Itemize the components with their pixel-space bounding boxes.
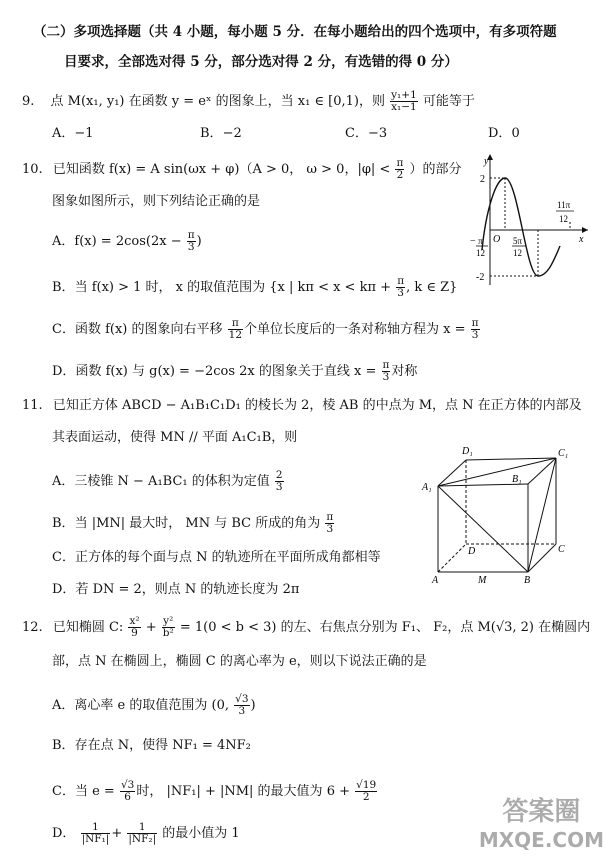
graph-ymin-label: -2 — [476, 272, 485, 283]
cube-edge-D1C1 — [466, 458, 556, 460]
q10-text: 已知函数 f(x) = A sin(ωx + φ)（A > 0， ω > 0，|φ| < — [52, 162, 391, 177]
cube-label-A1: A₁ — [422, 482, 432, 493]
q12-option-a: A．离心率 e 的取值范围为 (0, $\frac{√3}{3}$ ) — [52, 693, 256, 717]
question-10 — [22, 158, 462, 181]
q9-fraction — [390, 90, 418, 113]
question-11 — [22, 396, 582, 416]
cube-label-M: M — [478, 575, 487, 585]
q12-number: 12. — [22, 620, 43, 635]
graph-ymax-label: 2 — [480, 174, 485, 185]
cube-label-C1: C₁ — [558, 448, 569, 459]
q11-number: 11. — [22, 398, 43, 413]
cube-edge-AD — [438, 544, 466, 572]
q9-option-a: A．−1 — [52, 126, 94, 141]
cube-label-B: B — [524, 575, 531, 585]
graph-y-label: y — [484, 156, 489, 167]
cube-diag-C1B — [528, 458, 556, 572]
graph-t3-den: 12 — [559, 214, 568, 224]
question-9 — [22, 90, 475, 113]
graph-t1-den: 12 — [476, 248, 485, 258]
q10-tail: ）的部分 — [409, 162, 462, 177]
q10-number: 10. — [22, 162, 43, 177]
q9-number: 9. — [22, 94, 35, 109]
q11-text: 已知正方体 ABCD − A₁B₁C₁D₁ 的棱长为 2，棱 AB 的中点为 M，点 N 在正方体的内部及 — [52, 398, 582, 413]
graph-sine-curve — [482, 178, 560, 276]
q9-option-b: B．−2 — [200, 126, 242, 141]
q10-sine-graph — [468, 150, 592, 290]
graph-t3-num: 11π — [557, 200, 571, 210]
q9-option-d: D．0 — [488, 126, 520, 141]
cube-diag-A1C1 — [438, 458, 556, 486]
q11-option-a: A．三棱锥 N − A₁BC₁ 的体积为定值 $\frac{2}{3}$ — [52, 469, 283, 493]
graph-x-arrow — [582, 227, 588, 233]
cube-edge-A1D1 — [438, 460, 466, 486]
q9-text: 点 M(x₁, y₁) 在函数 y = eˣ 的图象上，当 x₁ ∈ [0,1)，则 — [50, 94, 385, 109]
section-header-line1: （二）多项选择题（共 4 小题，每小题 5 分．在每小题给出的四个选项中，有多项符题 — [33, 24, 557, 40]
q12-line2: 部，点 N 在椭圆上，椭圆 C 的离心率为 e，则以下说法正确的是 — [52, 654, 427, 669]
q12-option-b: B．存在点 N，使得 NF₁ = 4NF₂ — [52, 738, 251, 753]
graph-t1-num: π — [478, 236, 483, 246]
q11-option-d: D．若 DN = 2，则点 N 的轨迹长度为 2π — [52, 582, 300, 597]
question-12: 12. 已知椭圆 C: $\frac{\text{x²}}{9}$ + $\frac{\text{y²}}{\text{b²}}$ = 1(0 < b < 3) 的左、右焦点分别为 F₁、 F₂，点 M(√3, 2) 在椭圆内 — [22, 615, 591, 639]
cube-label-C: C — [558, 544, 565, 555]
watermark-text2: MXQE.COM — [478, 828, 604, 852]
q9-frac-den: x₁−1 — [391, 101, 417, 113]
q10-line2: 图象如图所示，则下列结论正确的是 — [52, 194, 261, 209]
cube-label-D1: D₁ — [462, 446, 473, 457]
cube-label-D: D — [468, 546, 476, 557]
q12-text: 已知椭圆 C: — [52, 620, 124, 635]
graph-t2-num: 5π — [513, 236, 523, 246]
q11-cube-diagram — [420, 440, 576, 585]
q11-option-c: C．正方体的每个面与点 N 的轨迹所在平面所成角都相等 — [52, 550, 381, 565]
graph-x-label: x — [579, 234, 584, 245]
q9-option-c: C．−3 — [345, 126, 388, 141]
q9-tail: 可能等于 — [422, 94, 475, 109]
cube-edge-B1C1 — [528, 458, 556, 484]
q12-option-c: C．当 e = $\frac{√3}{6}$ 时， |NF₁| + |NM| 的最大值为 6 + $\frac{√19}{2}$ — [52, 779, 377, 803]
watermark-text1: 答案圈 — [502, 797, 581, 827]
q11-line2: 其表面运动，使得 MN // 平面 A₁C₁B，则 — [52, 430, 298, 445]
graph-t2-den: 12 — [513, 248, 522, 258]
graph-t1-sign: − — [470, 236, 476, 247]
q10-option-b: B．当 f(x) > 1 时， x 的取值范围为 {x | kπ < x < kπ + $\frac{\pi}{3}$ , k ∈ Z} — [52, 275, 458, 299]
q10-option-d: D．函数 f(x) 与 g(x) = −2cos 2x 的图象关于直线 x = $\frac{\pi}{3}$ 对称 — [52, 359, 418, 383]
watermark — [479, 791, 604, 852]
section-header-line2: 目要求，全部选对得 5 分，部分选对得 2 分，有选错的得 0 分） — [64, 54, 458, 70]
cube-label-B1: B₁ — [512, 474, 522, 485]
cube-diag-A1B — [438, 486, 528, 572]
q12-condition: = 1(0 < b < 3) 的左、右焦点分别为 F₁、 F₂，点 M(√3, 2) 在椭圆内 — [179, 620, 591, 635]
q9-frac-num: y₁+1 — [391, 89, 417, 101]
q11-option-b: B．当 |MN| 最大时， MN 与 BC 所成的角为 $\frac{\pi}{3}$ — [52, 511, 334, 535]
q10-option-c: C．函数 f(x) 的图象向右平移 $\frac{\pi}{12}$ 个单位长度后的一条对称轴方程为 x = $\frac{\pi}{3}$ — [52, 317, 479, 341]
q10-option-a: A．f(x) = 2cos(2x − $\frac{\pi}{3}$ ) — [52, 229, 202, 253]
graph-origin: O — [493, 234, 501, 245]
q12-option-d: D． $\frac{1}{\text{|NF₁|}}$ + $\frac{1}{\text{|NF₂|}}$ 的最小值为 1 — [52, 821, 240, 845]
cube-edge-BC — [528, 544, 556, 572]
q10-fraction: $\frac{\pi}{2}$ — [396, 157, 404, 181]
cube-label-A: A — [432, 575, 439, 585]
